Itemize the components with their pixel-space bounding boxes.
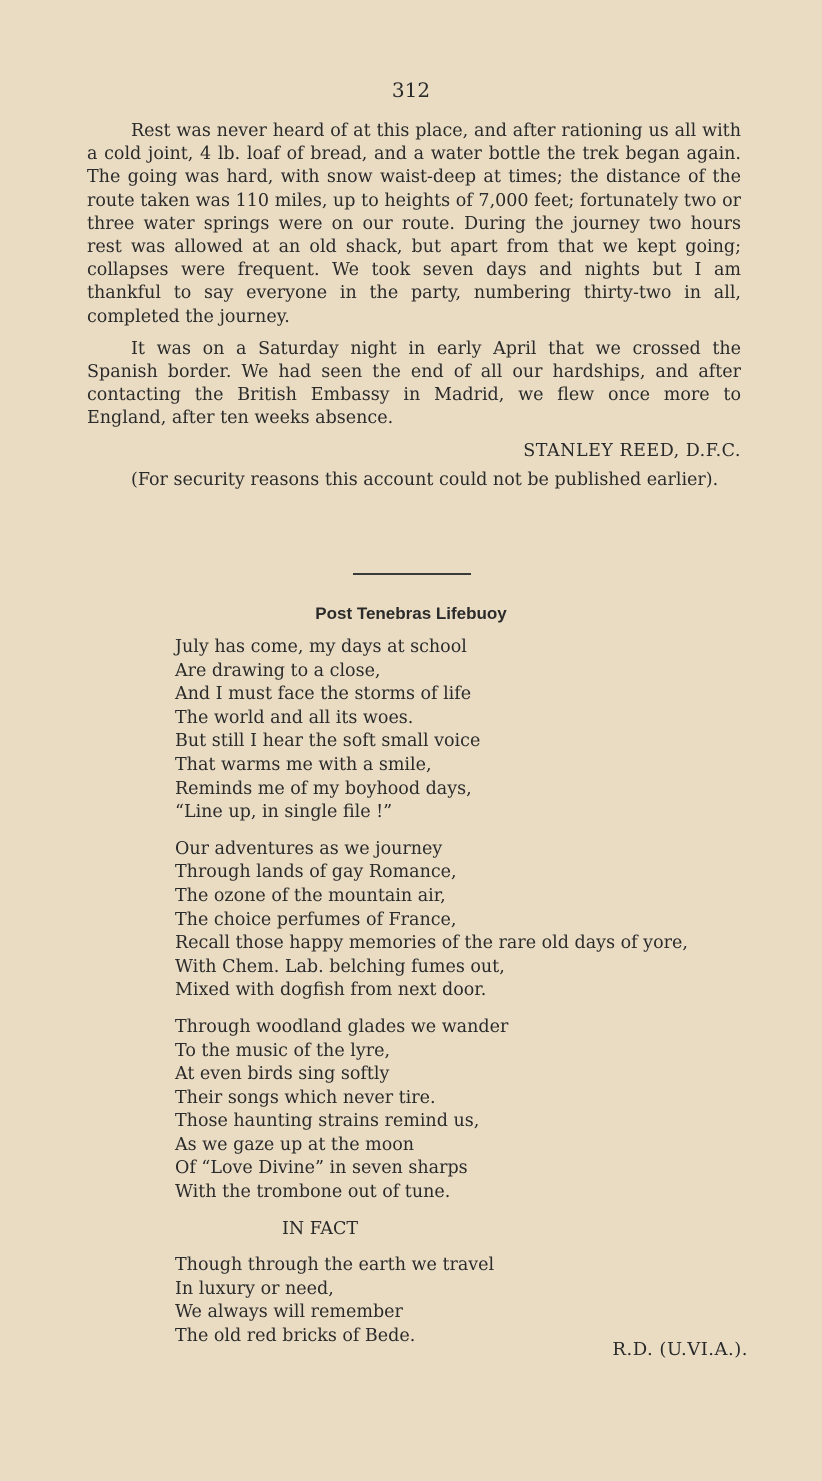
poem-line: Reminds me of my boyhood days, [175, 778, 472, 799]
stanza-2 [175, 838, 775, 1003]
prose-paragraph: Rest was never heard of at this place, and after rationing us all with a cold joint, 4 lb. loaf of bread, and a water bottle the trek began again. The going was hard, with snow waist-deep at times; the distance of the route taken was 110 miles, up to heights of 7,000 feet; fortunately two or three water springs were on our route. During the journey two hours rest was allowed at an old shack, but apart from that we kept going; collapses were frequent. We took seven days and nights but I am thankful to say everyone in the party, numbering thirty-two in all, completed the journey. [87, 121, 741, 327]
poem-line: July has come, my days at school [175, 637, 467, 657]
page-number: 312 [391, 78, 431, 102]
stanza-3 [175, 1016, 775, 1205]
poem-title: Post Tenebras Lifebuoy [315, 604, 507, 623]
poem [175, 636, 775, 1362]
poem-line: “Line up, in single file !” [175, 802, 393, 823]
poem-line: With Chem. Lab. belching fumes out, [175, 956, 505, 977]
prose-section [87, 120, 741, 501]
prose-paragraph: It was on a Saturday night in early April that we crossed the Spanish border. We had seen the end of all our hardships, and after contacting the British Embassy in Madrid, we flew once more to England, after ten weeks absence. [87, 338, 741, 429]
stanza-1 [175, 636, 775, 825]
poem-author: R.D. (U.VI.A.). [612, 1339, 748, 1360]
poem-line: That warms me with a smile, [175, 754, 432, 775]
poem-line: The choice perfumes of France, [175, 909, 457, 930]
poem-line: Of “Love Divine” in seven sharps [175, 1158, 468, 1179]
poem-line: And I must face the storms of life [175, 684, 472, 705]
poem-line: We always will remember [175, 1302, 403, 1323]
section-divider [353, 573, 471, 575]
security-note: (For security reasons this account could not be published earlier). [131, 469, 719, 490]
stanza-final [175, 1254, 775, 1348]
poem-line: The ozone of the mountain air, [175, 885, 446, 906]
poem-interlude: IN FACT [282, 1218, 359, 1239]
poem-line: Our adventures as we journey [175, 838, 443, 859]
poem-line: The world and all its woes. [175, 707, 414, 728]
poem-line: As we gaze up at the moon [175, 1134, 415, 1155]
poem-line: The old red bricks of Bede. [175, 1326, 416, 1347]
poem-line: But still I hear the soft small voice [175, 731, 481, 752]
poem-line: Recall those happy memories of the rare old days of yore, [175, 933, 688, 954]
poem-line: With the trombone out of tune. [175, 1182, 451, 1203]
poem-line: In luxury or need, [175, 1278, 334, 1299]
poem-line: Their songs which never tire. [175, 1087, 436, 1108]
poem-line: Through woodland glades we wander [175, 1016, 509, 1037]
poem-line: To the music of the lyre, [175, 1040, 391, 1061]
poem-line: Though through the earth we travel [175, 1255, 495, 1276]
poem-line: Those haunting strains remind us, [175, 1111, 480, 1132]
poem-line: Through lands of gay Romance, [175, 862, 457, 883]
poem-line: Mixed with dogfish from next door. [175, 980, 487, 1001]
signature: STANLEY REED, D.F.C. [523, 440, 741, 461]
poem-line: At even birds sing softly [175, 1064, 390, 1085]
poem-line: Are drawing to a close, [175, 660, 381, 681]
